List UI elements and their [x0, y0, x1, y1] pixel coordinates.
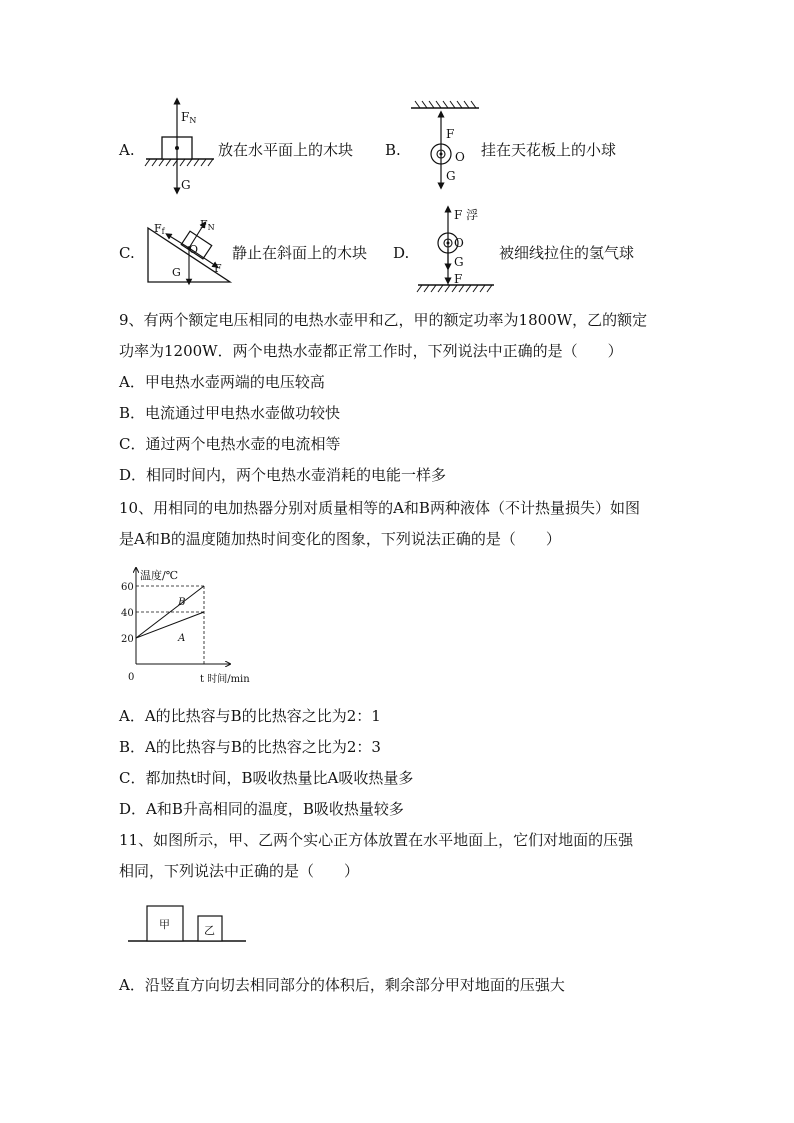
series-label-B: B — [178, 597, 186, 608]
label-g: G — [454, 255, 464, 269]
label-fn: FN — [181, 110, 197, 125]
q10-option-d: D．A和B升高相同的温度，B吸收热量较多 — [119, 800, 404, 818]
q9-option-b: B．电流通过甲电热水壶做功较快 — [119, 404, 341, 422]
label-ff: Ff — [154, 222, 165, 236]
temperature-time-chart — [118, 566, 268, 686]
label-fn: FN — [200, 218, 215, 232]
q8-option-d-text: 被细线拉住的氢气球 — [499, 244, 635, 262]
y-tick-label-40: 40 — [121, 608, 134, 619]
q10-option-c: C．都加热t时间，B吸收热量比A吸收热量多 — [119, 769, 414, 787]
q11-blocks-figure — [126, 902, 256, 948]
series-line-A — [136, 612, 204, 638]
q10-option-a: A．A的比热容与B的比热容之比为2：1 — [119, 707, 381, 725]
q8-figure-c — [142, 214, 234, 286]
label-g: G — [446, 169, 456, 183]
q11-option-a: A．沿竖直方向切去相同部分的体积后，剩余部分甲对地面的压强大 — [119, 976, 565, 994]
q8-option-a-letter: A. — [119, 141, 135, 159]
q9-option-a: A．甲电热水壶两端的电压较高 — [119, 373, 325, 391]
y-tick-label-20: 20 — [121, 634, 134, 645]
q8-figure-d — [410, 205, 500, 295]
q8-figure-b — [405, 100, 485, 190]
label-f: F — [446, 127, 455, 141]
q11-stem-line2: 相同，下列说法中正确的是（ ） — [119, 862, 360, 880]
origin-label: 0 — [128, 672, 135, 683]
q8-option-c-text: 静止在斜面上的木块 — [232, 244, 368, 262]
label-g: G — [181, 178, 191, 192]
q8-option-d-letter: D. — [393, 244, 410, 262]
q8-figure-a — [140, 95, 220, 195]
x-axis-label: t 时间/min — [200, 674, 250, 685]
y-tick-label-60: 60 — [121, 582, 134, 593]
y-axis-label: 温度/℃ — [140, 569, 179, 582]
series-label-A: A — [178, 633, 186, 644]
q10-option-b: B．A的比热容与B的比热容之比为2：3 — [119, 738, 381, 756]
label-g: G — [172, 266, 181, 279]
q11-stem-line1: 11、如图所示，甲、乙两个实心正方体放置在水平地面上，它们对地面的压强 — [119, 831, 634, 849]
label-o: O — [455, 150, 465, 164]
q8-option-c-letter: C. — [119, 244, 135, 262]
q8-option-b-text: 挂在天花板上的小球 — [481, 141, 617, 159]
block-jia-label: 甲 — [159, 918, 170, 931]
q9-stem-line1: 9、有两个额定电压相同的电热水壶甲和乙，甲的额定功率为1800W，乙的额定 — [119, 311, 648, 329]
q8-option-b-letter: B. — [385, 141, 401, 159]
label-f-buoyancy: F 浮 — [454, 208, 479, 222]
label-o: O — [189, 243, 199, 256]
label-f: F — [454, 272, 463, 286]
label-f: F — [214, 262, 222, 275]
q9-option-d: D．相同时间内，两个电热水壶消耗的电能一样多 — [119, 466, 447, 484]
q9-option-c: C．通过两个电热水壶的电流相等 — [119, 435, 341, 453]
block-yi-label: 乙 — [204, 924, 215, 937]
label-o: O — [454, 236, 464, 250]
q10-stem-line2: 是A和B的温度随加热时间变化的图象，下列说法正确的是（ ） — [119, 530, 561, 548]
q9-stem-line2: 功率为1200W．两个电热水壶都正常工作时，下列说法中正确的是（ ） — [119, 342, 623, 360]
q8-option-a-text: 放在水平面上的木块 — [218, 141, 354, 159]
q10-stem-line1: 10、用相同的电加热器分别对质量相等的A和B两种液体（不计热量损失）如图 — [119, 499, 640, 517]
